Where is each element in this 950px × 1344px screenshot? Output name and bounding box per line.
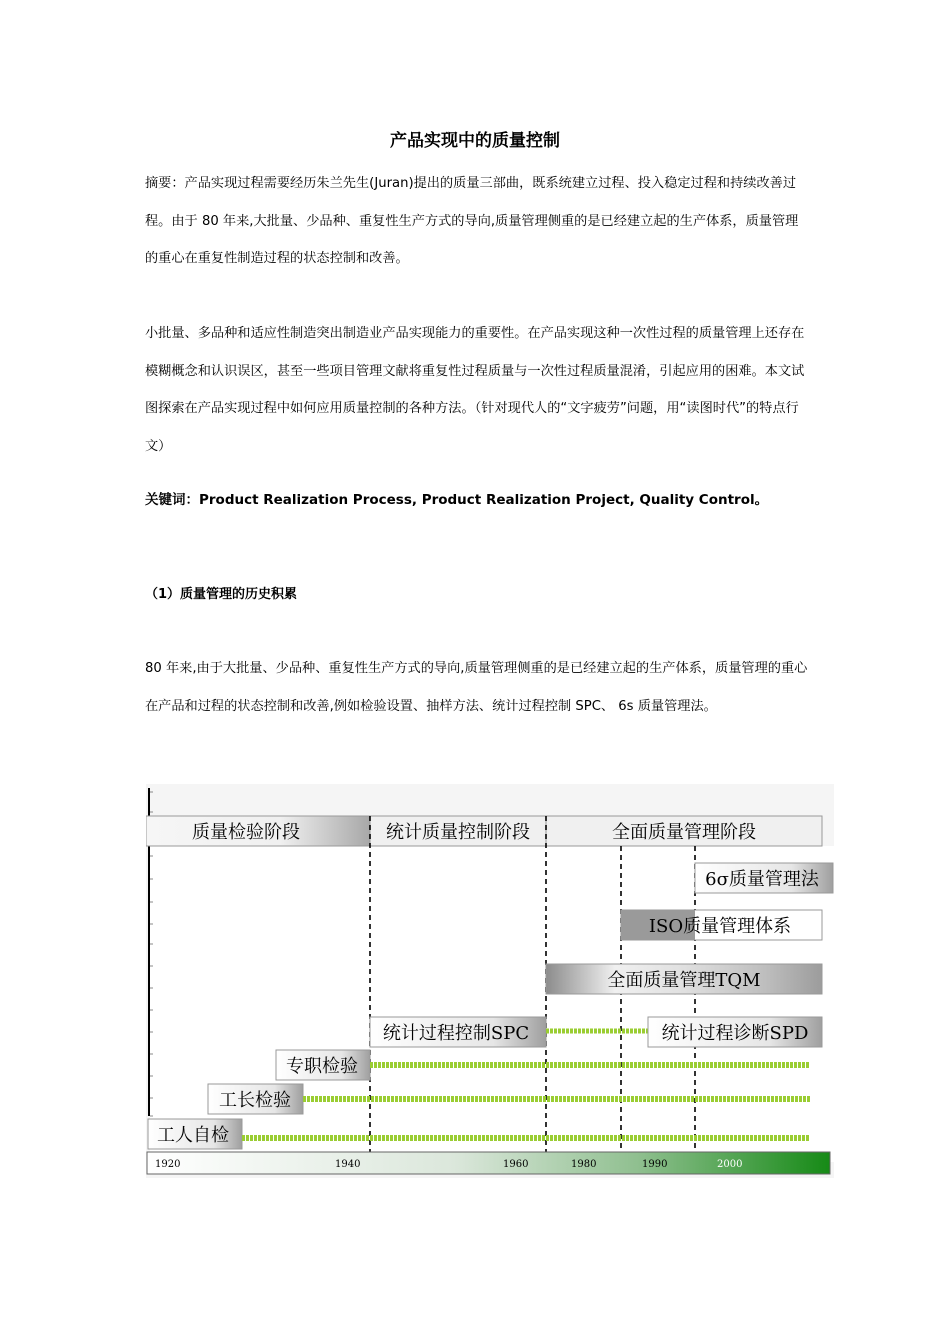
phase-band-tqm <box>546 816 822 846</box>
intro-paragraph: 小批量、多品种和适应性制造突出制造业产品实现能力的重要性。在产品实现这种一次性过程的质量管理上还存在模糊概念和认识误区，甚至一些项目管理文献将重复性过程质量与一次性过程质量混淆，引起应用的困难。本文试图探索在产品实现过程中如何应用质量控制的各种方法。（针对现代人的“文字疲劳”问题，用“读图时代”的特点行文） <box>145 326 805 454</box>
method-spd <box>648 1017 822 1047</box>
method-label-worker-self-inspection: 工人自检 <box>157 1125 229 1146</box>
method-label-iso: ISO质量管理体系 <box>648 916 792 937</box>
method-label-foreman-inspection: 工长检验 <box>219 1090 291 1111</box>
year-label-2000: 2000 <box>717 1159 743 1170</box>
quality-history-diagram <box>146 784 834 1178</box>
abstract-paragraph: 摘要：产品实现过程需要经历朱兰先生(Juran)提出的质量三部曲，既系统建立过程、投入稳定过程和持续改善过程。由于 80 年来,大批量、少品种、重复性生产方式的导向,质量管理侧重的是已经建立起的生产体系，质量管理的重心在重复性制造过程的状态控制和改善。 <box>145 176 799 266</box>
method-label-tqm: 全面质量管理TQM <box>607 970 761 991</box>
phase-label-inspection: 质量检验阶段 <box>192 822 300 843</box>
phase-band-inspection <box>146 816 370 846</box>
phase-label-tqm: 全面质量管理阶段 <box>612 822 756 843</box>
method-specialized-inspection <box>276 1050 370 1080</box>
phase-label-sqc: 统计质量控制阶段 <box>386 822 530 843</box>
year-label-1980: 1980 <box>571 1159 597 1170</box>
method-tqm <box>546 964 822 994</box>
method-six-sigma <box>695 863 833 893</box>
year-label-1990: 1990 <box>642 1159 668 1170</box>
method-label-six-sigma: 6σ质量管理法 <box>705 869 819 890</box>
method-label-spd: 统计过程诊断SPD <box>661 1023 809 1044</box>
phase-band-sqc <box>370 816 546 846</box>
doc-title: 产品实现中的质量控制 <box>390 131 560 151</box>
method-foreman-inspection <box>208 1084 303 1114</box>
method-label-spc: 统计过程控制SPC <box>382 1023 530 1044</box>
method-spc <box>370 1017 546 1047</box>
year-label-1920: 1920 <box>155 1159 181 1170</box>
method-iso <box>621 910 822 940</box>
section-heading: （1）质量管理的历史积累 <box>145 587 298 602</box>
method-label-specialized-inspection: 专职检验 <box>286 1056 358 1077</box>
year-label-1960: 1960 <box>503 1159 529 1170</box>
keywords-paragraph: 关键词：Product Realization Process, Product Realization Project, Quality Control。 <box>145 492 769 508</box>
method-worker-self-inspection <box>148 1119 242 1149</box>
year-label-1940: 1940 <box>335 1159 361 1170</box>
section-paragraph: 80 年来,由于大批量、少品种、重复性生产方式的导向,质量管理侧重的是已经建立起的生产体系，质量管理的重心在产品和过程的状态控制和改善,例如检验设置、抽样方法、统计过程控制 SPC、 6s 质量管理法。 <box>145 661 808 714</box>
